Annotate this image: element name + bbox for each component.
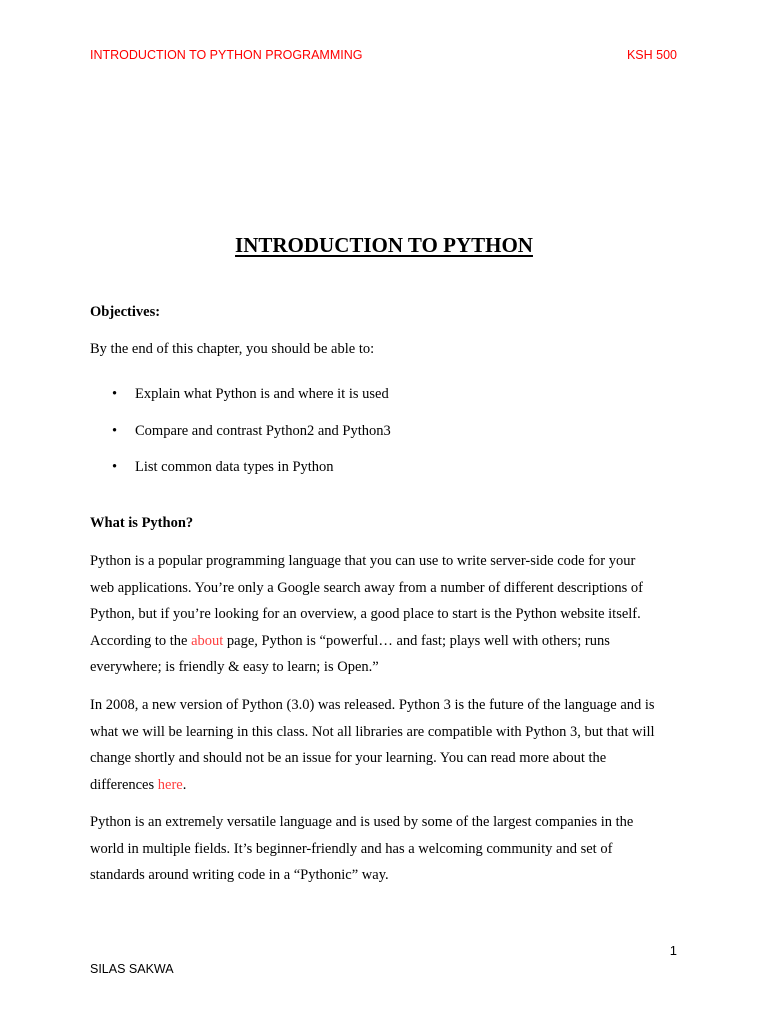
list-item xyxy=(90,423,391,460)
paragraph-line: standards around writing code in a “Pythonic” way. xyxy=(90,867,389,883)
running-header-course-code: KSH 500 xyxy=(626,48,677,62)
paragraph-line: web applications. You’re only a Google search away from a number of different descriptions of xyxy=(90,579,643,596)
paragraph-line xyxy=(90,772,690,799)
chapter-title-text: INTRODUCTION TO PYTHON xyxy=(235,233,533,257)
text-span: page, Python is “powerful… and fast; plays well with others; runs xyxy=(223,632,610,649)
page-number: 1 xyxy=(669,943,677,958)
footer-author: SILAS SAKWA xyxy=(90,962,174,976)
paragraph-python3 xyxy=(90,692,690,798)
list-item-text: List common data types in Python xyxy=(135,459,334,475)
running-header-title: INTRODUCTION TO PYTHON PROGRAMMING xyxy=(90,48,363,62)
text-span: . xyxy=(182,776,187,793)
paragraph-line: Python is a popular programming language that you can use to write server-side code for your xyxy=(90,553,636,569)
about-link[interactable]: about xyxy=(191,632,224,649)
list-item xyxy=(90,386,391,423)
section-heading: What is Python? xyxy=(90,515,194,531)
chapter-title xyxy=(0,233,768,258)
text-span: differences xyxy=(90,776,158,793)
objectives-list xyxy=(90,386,391,496)
here-link[interactable]: here xyxy=(157,776,183,793)
paragraph-line: world in multiple fields. It’s beginner-friendly and has a welcoming community and set of xyxy=(90,840,613,857)
bullet-icon: • xyxy=(112,422,118,439)
text-span: According to the xyxy=(90,632,192,649)
list-item xyxy=(90,459,391,496)
paragraph-line: In 2008, a new version of Python (3.0) was released. Python 3 is the future of the language and is xyxy=(90,697,655,713)
list-item-text: Explain what Python is and where it is used xyxy=(135,386,389,402)
paragraph-line: Python, but if you’re looking for an overview, a good place to start is the Python website itself. xyxy=(90,606,641,622)
paragraph-versatile xyxy=(90,809,690,889)
paragraph-what-is-python xyxy=(90,548,690,681)
bullet-icon: • xyxy=(112,459,118,475)
paragraph-line: Python is an extremely versatile language and is used by some of the largest companies in the xyxy=(90,814,634,830)
paragraph-line: everywhere; is friendly & easy to learn; is Open.” xyxy=(90,659,379,675)
objectives-heading: Objectives: xyxy=(90,304,161,320)
paragraph-line: change shortly and should not be an issue for your learning. You can read more about the xyxy=(90,750,607,766)
paragraph-line xyxy=(90,628,690,655)
paragraph-line: what we will be learning in this class. Not all libraries are compatible with Python 3, but that will xyxy=(90,723,655,740)
list-item-text: Compare and contrast Python2 and Python3 xyxy=(135,422,391,439)
objectives-intro: By the end of this chapter, you should be able to: xyxy=(90,341,375,357)
bullet-icon: • xyxy=(112,386,118,402)
